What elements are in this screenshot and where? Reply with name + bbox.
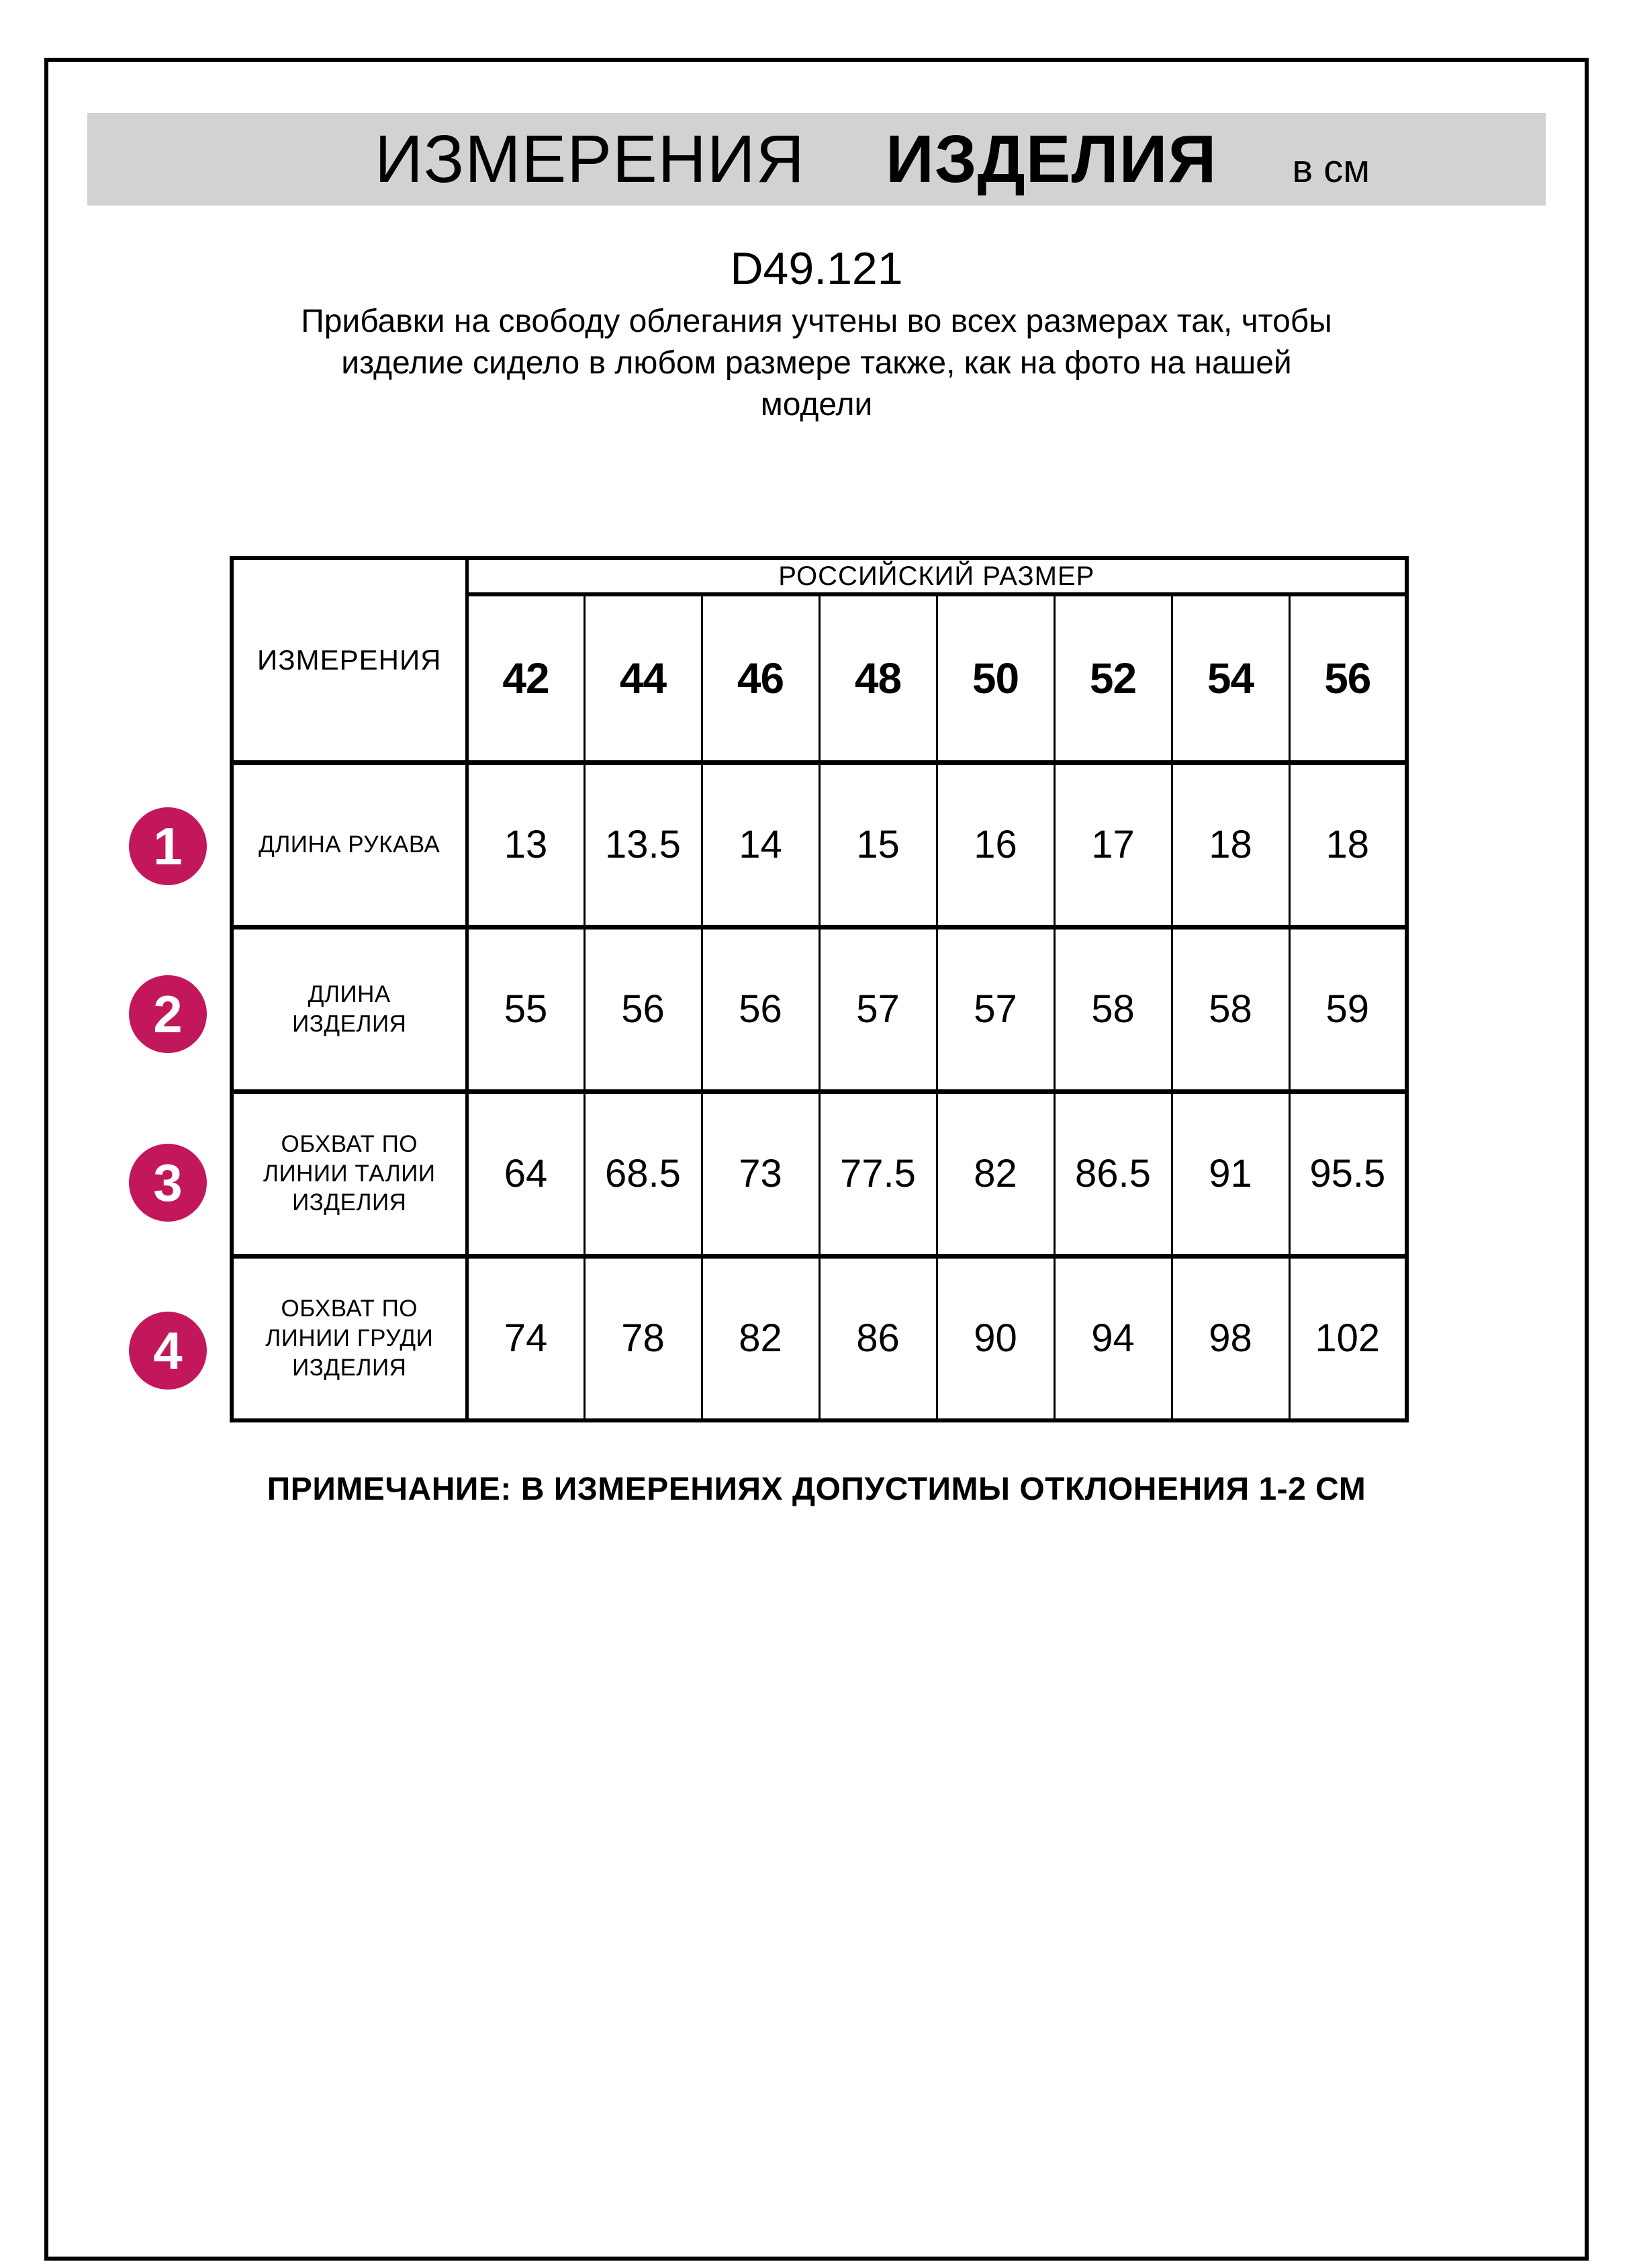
size-col-56: 56	[1289, 594, 1407, 762]
fit-description-line-1: Прибавки на свободу облегания учтены во всех размерах так, чтобы	[301, 304, 1332, 339]
cell-value: 18	[1289, 762, 1407, 927]
cell-value: 13.5	[584, 762, 702, 927]
corner-header-measurements: ИЗМЕРЕНИЯ	[232, 558, 467, 762]
title-bar	[87, 113, 1546, 206]
cell-value: 58	[1172, 927, 1289, 1091]
row-label-sleeve-length: ДЛИНА РУКАВА	[232, 762, 467, 927]
cell-value: 77.5	[819, 1091, 937, 1256]
cell-value: 16	[937, 762, 1054, 927]
cell-value: 86	[819, 1256, 937, 1420]
row-number-badge-2: 2	[129, 975, 207, 1053]
cell-value: 74	[467, 1256, 584, 1420]
cell-value: 90	[937, 1256, 1054, 1420]
size-col-46: 46	[702, 594, 819, 762]
cell-value: 102	[1289, 1256, 1407, 1420]
cell-value: 13	[467, 762, 584, 927]
cell-value: 86.5	[1054, 1091, 1172, 1256]
cell-value: 98	[1172, 1256, 1289, 1420]
size-col-50: 50	[937, 594, 1054, 762]
size-measurement-table	[230, 556, 1409, 1422]
group-header-row	[232, 558, 1407, 594]
cell-value: 82	[937, 1091, 1054, 1256]
tolerance-note: ПРИМЕЧАНИЕ: В ИЗМЕРЕНИЯХ ДОПУСТИМЫ ОТКЛОНЕНИЯ 1-2 СМ	[267, 1471, 1366, 1507]
size-col-52: 52	[1054, 594, 1172, 762]
table-row-sleeve-length	[232, 762, 1407, 927]
size-col-54: 54	[1172, 594, 1289, 762]
cell-value: 15	[819, 762, 937, 927]
cell-value: 57	[937, 927, 1054, 1091]
table-row-waist-girth	[232, 1091, 1407, 1256]
row-number-badge-3: 3	[129, 1144, 207, 1222]
group-header-russian-size: РОССИЙСКИЙ РАЗМЕР	[467, 558, 1407, 594]
cell-value: 78	[584, 1256, 702, 1420]
cell-value: 56	[702, 927, 819, 1091]
fit-description	[0, 301, 1633, 426]
cell-value: 68.5	[584, 1091, 702, 1256]
table-row-garment-length	[232, 927, 1407, 1091]
cell-value: 95.5	[1289, 1091, 1407, 1256]
article-number: D49.121	[730, 243, 903, 294]
row-number-badge-4: 4	[129, 1312, 207, 1390]
fit-description-line-2: изделие сидело в любом размере также, как на фото на нашей	[341, 345, 1292, 381]
row-label-chest-girth: ОБХВАТ ПО ЛИНИИ ГРУДИ ИЗДЕЛИЯ	[232, 1256, 467, 1420]
cell-value: 58	[1054, 927, 1172, 1091]
cell-value: 91	[1172, 1091, 1289, 1256]
cell-value: 73	[702, 1091, 819, 1256]
cell-value: 56	[584, 927, 702, 1091]
row-label-garment-length: ДЛИНА ИЗДЕЛИЯ	[232, 927, 467, 1091]
cell-value: 94	[1054, 1256, 1172, 1420]
cell-value: 17	[1054, 762, 1172, 927]
size-col-48: 48	[819, 594, 937, 762]
title-unit-cm: в см	[1292, 147, 1370, 191]
row-number-badge-1: 1	[129, 807, 207, 885]
cell-value: 14	[702, 762, 819, 927]
fit-description-line-3: модели	[760, 387, 873, 422]
cell-value: 55	[467, 927, 584, 1091]
size-col-42: 42	[467, 594, 584, 762]
cell-value: 57	[819, 927, 937, 1091]
cell-value: 64	[467, 1091, 584, 1256]
title-word-measurements: ИЗМЕРЕНИЯ	[375, 122, 805, 197]
row-label-waist-girth: ОБХВАТ ПО ЛИНИИ ТАЛИИ ИЗДЕЛИЯ	[232, 1091, 467, 1256]
title-word-product: ИЗДЕЛИЯ	[885, 122, 1217, 197]
size-col-44: 44	[584, 594, 702, 762]
table-row-chest-girth	[232, 1256, 1407, 1420]
cell-value: 82	[702, 1256, 819, 1420]
cell-value: 18	[1172, 762, 1289, 927]
cell-value: 59	[1289, 927, 1407, 1091]
